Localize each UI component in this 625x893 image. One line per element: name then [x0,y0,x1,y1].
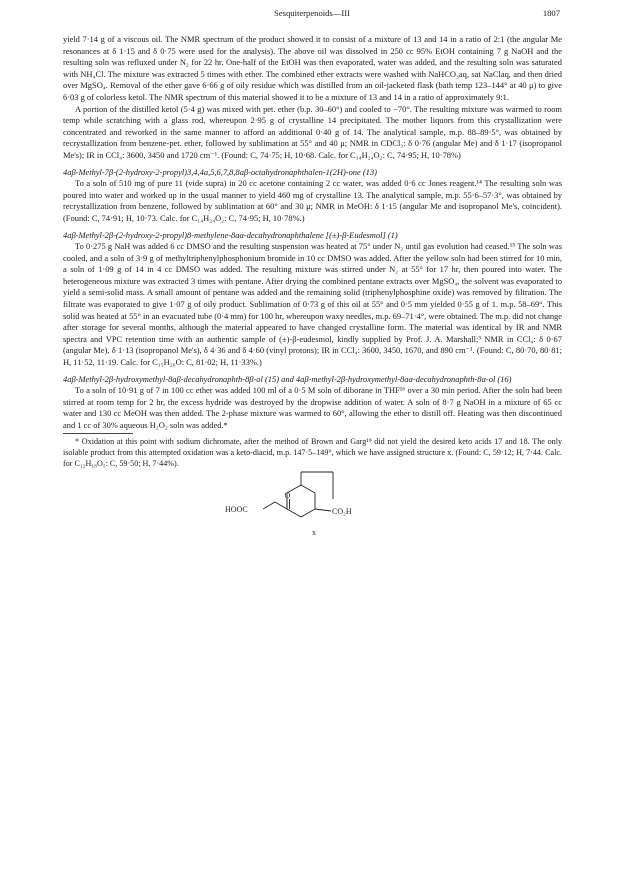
article-body [63,34,562,539]
section-heading: 4aβ-Methyl-2β-hydroxymethyl-8aβ-decahydronaphth-8β-ol (15) and 4aβ-methyl-2β-hydroxymethyl-8aα-decahydronaphth-8α-ol (16) [63,373,512,384]
structure-caption: x [312,527,316,537]
co2h-label: CO₂H [332,506,352,516]
running-title: Sesquiterpenoids—III [274,8,350,18]
running-header [64,8,560,22]
footnote: * Oxidation at this point with sodium dichromate, after the method of Brown and Garg¹⁹ did not yield the desired keto acids 17 and 18. The only isolable product from this attempted oxidation was a keto-diacid, m.p. 147·5–149°, which we have assigned structure x. (Found: C, 59·12; H, 7·44. Calc. for C₁₂H₁₈O₅: C, 59·50; H, 7·44%). [63,436,562,468]
keto-diacid-structure [203,469,383,531]
paragraph: A portion of the distilled ketol (5·4 g) was mixed with pet. ether (b.p. 30–60°) and cooled to −70°. The resulting mixture was warmed to room temp while scratching with a glass rod, whereupon 2·95 g of crystalline 14 precipitated. The mother liquors from this crystallization were concentrated and reworked in the same manner to afford an additional 0·40 g of 14. The analytical sample, m.p. 88–89·5°, was obtained by recrystallization from benzene-pet. ether, followed by sublimation at 55° and 40 μ; NMR in CDCl₃: δ 0·76 (angular Me) and δ 1·17 (isopropanol Me's); IR in CCl₄: 3600, 3450 and 1720 cm⁻¹. (Found: C, 74·75; H, 10·68. Calc. for C₁₄H₂₄O₂: C, 74·95; H, 10·78%) [63,103,562,160]
paragraph: yield 7·14 g of a viscous oil. The NMR spectrum of the product showed it to consist of a mixture of 13 and 14 in a ratio of 2:1 (the angular Me resonances at δ 1·15 and δ 0·75 were used for the analysis). The above oil was dissolved in 250 cc 95% EtOH containing 7 g NaOH and the resulting soln was refluxed under N₂ for 22 hr. One-half of the EtOH was then evaporated, water was added, and the resulting soln was saturated with NH₄Cl. The mixture was extracted 5 times with ether. The combined ether extracts were washed with NaHCO₃aq, sat NaClaq, and then dried over MgSO₄. Removal of the ether gave 6·66 g of oily residue which was distilled from an oil-jacketed flask (bath temp 123–144° at 40 μ) to give 6·03 g of colorless ketol. The NMR spectrum of this material showed it to be a mixture of 13 and 14 in a ratio of approximately 9:1. [63,34,562,102]
structure-figure [63,469,562,539]
chain-bond [263,502,287,509]
section-heading: 4aβ-Methyl-2β-(2-hydroxy-2-propyl)8-methylene-8aα-decahydronaphthalene [(±)-β-Eudesmol] (1) [63,229,398,240]
oxygen-label: O [284,490,291,500]
hooc-label: HOOC [225,504,248,514]
section-heading: 4aβ-Methyl-7β-(2-hydroxy-2-propyl)3,4,4a,5,6,7,8,8aβ-octahydronaphthalen-1(2H)-one (13) [63,166,377,177]
paragraph: To a soln of 10·91 g of 7 in 100 cc ether was added 100 ml of a 0·5 M soln of diborane in THF¹⁶ over a 30 min period. After the soln had been stirred at room temp for 2 hr, the excess hydride was destroyed by the dropwise addition of water. A soln of 8·7 g NaOH in a mixture of 65 cc water and 130 cc MeOH was then added. The 2-phase mixture was warmed to 60°, allowing the ether to distill off. Heating was then discontinued and 1 cc of 30% aqueous H₂O₂ soln was added.* [63,385,562,430]
cyclohexane-ring [284,485,315,517]
footnote-rule [63,433,133,434]
paragraph: To 0·275 g NaH was added 6 cc DMSO and the resulting suspension was heated at 75° under N₂ until gas evolution had ceased.¹⁵ The soln was cooled, and a soln of 3·9 g of methyltriphenylphosphonium bromide in 10 cc DMSO was added. After the yellow soln had been stirred for 10 min, a soln of 1·09 g of 14 in 4 cc DMSO was added. The resulting mixture was stirred under N₂ at 55° for 17 hr, then poured into water. The heterogeneous mixture was extracted 3 times with pentane. After drying the combined pentane extracts over MgSO₄, the solvent was evaporated to yield a semi-solid mass. A small amount of pentane was added and the remaining solid (triphenylphosphine oxide) was removed by filtration. The filtrate was evaporated to give 1·07 g of oily product. Sublimation of 0·73 g of this oil at 55° and 0·5 mm yielded 0·55 g of 1. m.p. 58–69°. This solid was heated at 55° in an evacuated tube (0·4 mm) for 100 hr, whereupon waxy needles, m.p. 69–71·4°, were obtained. The m.p. did not change after storage for several months, although the material appeared to have changed crystalline form. The material was identical by IR and NMR spectra and VPC retention time with an authentic sample of (±)-β-eudesmol, kindly supplied by Prof. J. A. Marshall;³ NMR in CCl₄: δ 0·67 (angular Me), δ 1·13 (isopropanol Me's), δ 4·36 and δ 4·60 (vinyl protons); IR in CCl₄: 3600, 3450, 1670, and 890 cm⁻¹. (Found: C, 80·70, 80·81; H, 11·52, 11·19. Calc. for C₁₅H₂₆O: C, 81·02; H, 11·33%.) [63,241,563,368]
paragraph: To a soln of 510 mg of pure 11 (vide supra) in 20 cc acetone containing 2 cc water, was added 0·6 cc Jones reagent.¹⁴ The resulting soln was poured into water and worked up in the usual manner to yield 460 mg of crystalline 13. The analytical sample, m.p. 55·6–57·3°, was obtained by recrystallization from benzene, followed by sublimation at 60° and 30 μ; NMR in MeOH: δ 1·15 (angular Me and isopropanol Me's, coincident). (Found: C, 74·91; H, 10·73. Calc. for C₁₄H₂₄O₂: C, 74·95; H, 10·78%.) [63,178,562,223]
page-number: 1807 [542,8,560,18]
acid-bond [315,509,331,511]
